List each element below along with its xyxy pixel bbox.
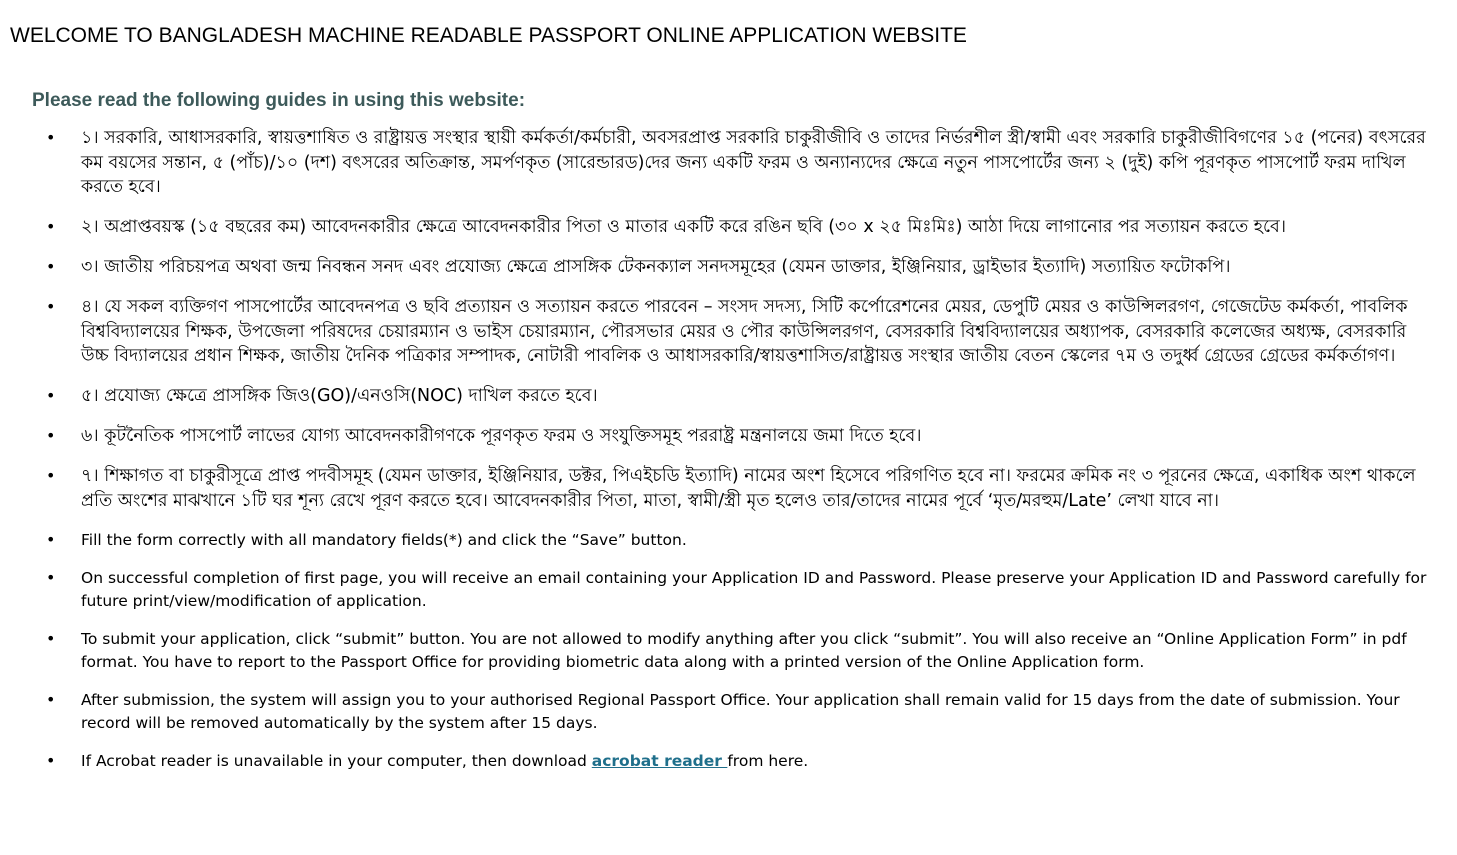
acrobat-reader-link[interactable]: acrobat reader	[591, 752, 728, 770]
guides-list	[10, 126, 1447, 773]
list-item	[10, 689, 1447, 734]
download-text-after: from here.	[727, 752, 809, 770]
list-item-download	[10, 750, 1447, 773]
page-title: WELCOME TO BANGLADESH MACHINE READABLE PASSPORT ONLINE APPLICATION WEBSITE	[10, 24, 967, 47]
bullet-icon: •	[46, 426, 56, 445]
guide-text: ৩। জাতীয় পরিচয়পত্র অথবা জন্ম নিবন্ধন সনদ এবং প্রযোজ্য ক্ষেত্রে প্রাসঙ্গিক টেকনক্যাল সনদসমূহের (যেমন ডাক্তার, ইঞ্জিনিয়ার, ড্রাইভার ইত্যাদি) সত্যায়িত ফটোকপি।	[81, 257, 1231, 277]
bullet-icon: •	[46, 128, 56, 147]
guide-text: ২। অপ্রাপ্তবয়স্ক (১৫ বছরের কম) আবেদনকারীর ক্ষেত্রে আবেদনকারীর পিতা ও মাতার একটি করে রঙিন ছবি (৩০ x ২৫ মিঃমিঃ) আঠা দিয়ে লাগানোর পর সত্যায়ন করতে হবে।	[81, 217, 1287, 237]
download-text-before: If Acrobat reader is unavailable in your computer, then download	[81, 752, 592, 770]
list-item	[10, 255, 1447, 280]
guide-text: To submit your application, click “submit” button. You are not allowed to modify anything after you click “submit”. You will also receive an “Online Application Form” in pdf format. You have to report to the Passport Office for providing biometric data along with a printed version of the Online Application form.	[81, 630, 1407, 671]
bullet-icon: •	[46, 257, 56, 276]
bullet-icon: •	[46, 629, 56, 648]
bullet-icon: •	[46, 751, 56, 770]
list-item	[10, 126, 1447, 200]
guide-text: On successful completion of first page, you will receive an email containing your Application ID and Password. Please preserve your Application ID and Password carefully for future print/view/modification of application.	[81, 569, 1427, 610]
bullet-icon: •	[46, 690, 56, 709]
list-item	[10, 384, 1447, 409]
guide-text: ৫। প্রযোজ্য ক্ষেত্রে প্রাসঙ্গিক জিও(GO)/এনওসি(NOC) দাখিল করতে হবে।	[81, 386, 598, 406]
list-item	[10, 628, 1447, 673]
list-item	[10, 424, 1447, 449]
bullet-icon: •	[46, 297, 56, 316]
bullet-icon: •	[46, 568, 56, 587]
list-item	[10, 567, 1447, 612]
guide-text: ৭। শিক্ষাগত বা চাকুরীসূত্রে প্রাপ্ত পদবীসমূহ (যেমন ডাক্তার, ইঞ্জিনিয়ার, ডক্টর, পিএইচডি ইত্যাদি) নামের অংশ হিসেবে পরিগণিত হবে না। ফরমের ক্রমিক নং ৩ পূরনের ক্ষেত্রে, একাধিক অংশ থাকলে প্রতি অংশের মাঝখানে ১টি ঘর শূন্য রেখে পূরণ করতে হবে। আবেদনকারীর পিতা, মাতা, স্বামী/স্ত্রী মৃত হলেও তার/তাদের নামের পূর্বে ‘মৃত/মরহুম/Late’ লেখা যাবে না।	[81, 466, 1416, 511]
bullet-icon: •	[46, 466, 56, 485]
guides-heading: Please read the following guides in using this website:	[32, 90, 526, 111]
guide-text: ৪। যে সকল ব্যক্তিগণ পাসপোর্টের আবেদনপত্র ও ছবি প্রত্যায়ন ও সত্যায়ন করতে পারবেন – সংসদ সদস্য, সিটি কর্পোরেশনের মেয়র, ডেপুটি মেয়র ও কাউন্সিলরগণ, গেজেটেড কর্মকর্তা, পাবলিক বিশ্ববিদ্যালয়ের শিক্ষক, উপজেলা পরিষদের চেয়ারম্যান ও ভাইস চেয়ারম্যান, পৌরসভার মেয়র ও পৌর কাউন্সিলরগণ, বেসরকারি বিশ্ববিদ্যালয়ের অধ্যাপক, বেসরকারি কলেজের অধ্যক্ষ, বেসরকারি উচ্চ বিদ্যালয়ের প্রধান শিক্ষক, জাতীয় দৈনিক পত্রিকার সম্পাদক, নোটারী পাবলিক ও আধাসরকারি/স্বায়ত্তশাসিত/রাষ্ট্রায়ত্ত সংস্থার জাতীয় বেতন স্কেলের ৭ম ও তদুর্ধ্ব গ্রেডের গ্রেডের কর্মকর্তাগণ।	[81, 297, 1408, 366]
guide-text: ৬। কূটনৈতিক পাসপোর্ট লাভের যোগ্য আবেদনকারীগণকে পূরণকৃত ফরম ও সংযুক্তিসমূহ পররাষ্ট্র মন্ত্রনালয়ে জমা দিতে হবে।	[81, 426, 922, 446]
list-item	[10, 295, 1447, 369]
guide-text: ১। সরকারি, আধাসরকারি, স্বায়ত্তশাষিত ও রাষ্ট্রায়ত্ত সংস্থার স্থায়ী কর্মকর্তা/কর্মচারী, অবসরপ্রাপ্ত সরকারি চাকুরীজীবি ও তাদের নির্ভরশীল স্ত্রী/স্বামী এবং সরকারি চাকুরীজীবিগণের ১৫ (পনের) বৎসরের কম বয়সের সন্তান, ৫ (পাঁচ)/১০ (দশ) বৎসরের অতিক্রান্ত, সমর্পণকৃত (সারেন্ডারড)দের জন্য একটি ফরম ও অন্যান্যদের ক্ষেত্রে নতুন পাসপোর্টের জন্য ২ (দুই) কপি পূরণকৃত পাসপোর্ট ফরম দাখিল করতে হবে।	[81, 128, 1426, 197]
guide-text: Fill the form correctly with all mandatory fields(*) and click the “Save” button.	[81, 530, 687, 549]
list-item	[10, 464, 1447, 513]
bullet-icon: •	[46, 529, 56, 549]
bullet-icon: •	[46, 386, 56, 405]
bullet-icon: •	[46, 217, 56, 236]
list-item	[10, 529, 1447, 552]
list-item	[10, 215, 1447, 240]
guide-text: After submission, the system will assign you to your authorised Regional Passport Office. Your application shall remain valid for 15 days from the date of submission. Your record will be removed automatically by the system after 15 days.	[81, 691, 1400, 732]
